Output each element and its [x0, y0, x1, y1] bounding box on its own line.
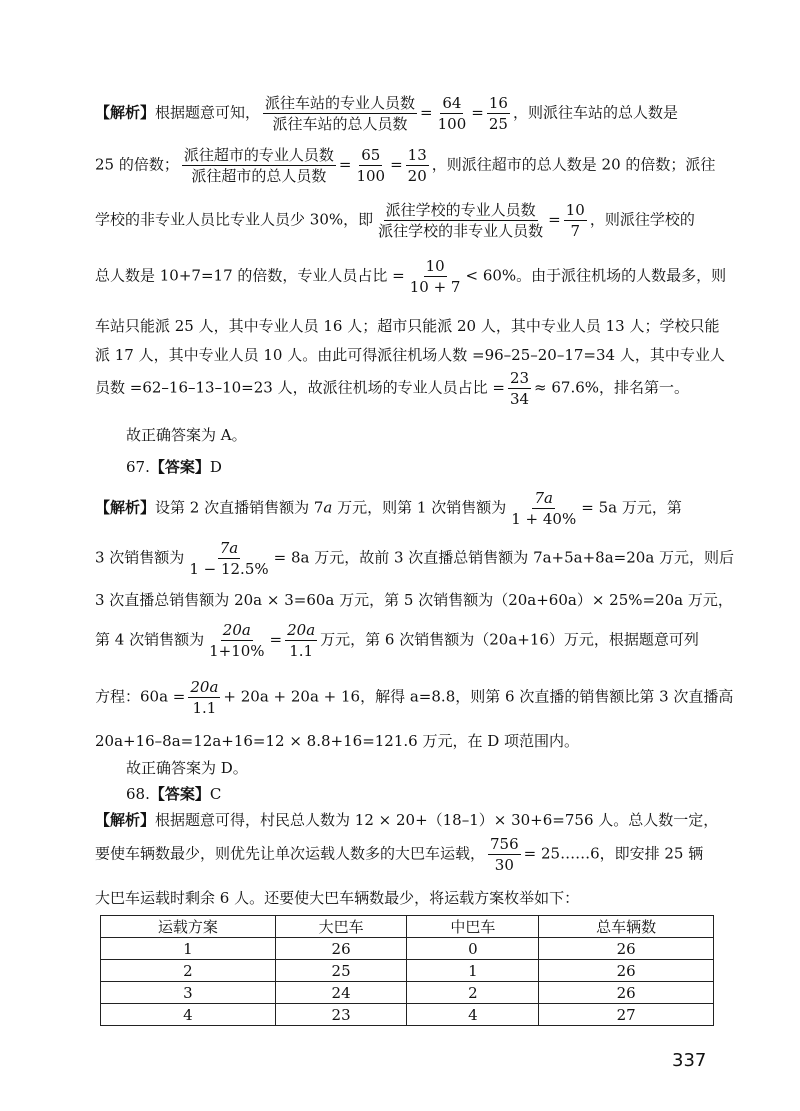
fraction-numerator: 10 [425, 257, 445, 275]
text: 方程：60a = [95, 687, 186, 706]
text: ，则派往超市的总人数是 20 的倍数；派往 [431, 155, 716, 174]
answer-letter: C [209, 785, 222, 803]
equals-sign: = [338, 155, 352, 174]
analysis-line-4 [95, 256, 727, 297]
fraction [354, 145, 387, 186]
analysis-label: 【解析】 [95, 811, 156, 829]
text: 根据题意可知， [155, 103, 261, 122]
analysis-67-line-4 [95, 620, 715, 661]
table-cell: 0 [407, 938, 539, 960]
fraction-denominator: 100 [356, 167, 386, 185]
table-row [101, 982, 714, 1004]
analysis-line-2 [95, 145, 715, 186]
fraction [188, 677, 220, 718]
table-cell: 25 [275, 960, 407, 982]
table-cell: 27 [539, 1004, 714, 1026]
table-cell: 3 [101, 982, 276, 1004]
text: 设第 2 次直播销售额为 7 [155, 498, 324, 517]
fraction-denominator: 1+10% [209, 642, 265, 660]
fraction-numerator: 派往车站的专业人员数 [265, 94, 416, 112]
fraction [488, 834, 521, 875]
page-number: 337 [672, 1050, 707, 1071]
question-68-answer [126, 783, 746, 805]
fraction-numerator: 派往学校的专业人员数 [385, 201, 536, 219]
text: 3 次销售额为 [95, 548, 185, 567]
text: 25 的倍数； [95, 155, 179, 174]
analysis-68-line-3: 大巴车运载时剩余 6 人。还要使大巴车辆数最少，将运载方案枚举如下： [95, 889, 580, 907]
table-header: 总车辆数 [539, 916, 714, 938]
fraction-denominator: 7 [570, 222, 581, 240]
table-row [101, 960, 714, 982]
fraction [436, 93, 469, 134]
variable: a [323, 498, 333, 517]
fraction [285, 620, 317, 661]
fraction-denominator: 10 + 7 [409, 278, 461, 296]
fraction [408, 256, 463, 297]
table-cell: 1 [407, 960, 539, 982]
equals-sign: = [269, 630, 283, 649]
fraction-denominator: 100 [437, 115, 467, 133]
fraction-numerator: 64 [442, 94, 462, 112]
table-cell: 4 [101, 1004, 276, 1026]
fraction [187, 538, 270, 579]
table-header: 大巴车 [275, 916, 407, 938]
analysis-67-line-6: 20a+16–8a=12a+16=12 × 8.8+16=121.6 万元，在 D 项范围内。 [95, 732, 580, 750]
text: = 8a 万元，故前 3 次直播总销售额为 7a+5a+8a=20a 万元，则后 [273, 548, 735, 567]
fraction [376, 200, 545, 241]
fraction-denominator: 1.1 [192, 699, 217, 717]
equals-sign: = [548, 210, 561, 229]
table-header: 运载方案 [101, 916, 276, 938]
fraction-numerator: 7a [219, 539, 239, 557]
text: 万元，则第 1 次销售额为 [332, 498, 507, 517]
fraction-numerator: 20a [222, 621, 251, 639]
text: ，则派往车站的总人数是 [512, 103, 678, 122]
text: + 20a + 20a + 16，解得 a=8.8，则第 6 次直播的销售额比第 3 次直播高 [223, 687, 734, 706]
question-67-answer [126, 456, 746, 478]
analysis-line-5: 车站只能派 25 人，其中专业人员 16 人；超市只能派 20 人，其中专业人员 13 人；学校只能 [95, 317, 720, 335]
fraction-denominator: 1.1 [289, 642, 314, 660]
text: ≈ 67.6%，排名第一。 [534, 378, 690, 397]
fraction-numerator: 20a [190, 678, 219, 696]
fraction-denominator: 1 + 40% [511, 510, 577, 528]
equals-sign: = [420, 103, 433, 122]
text: = 25……6，即安排 25 辆 [523, 844, 704, 863]
fraction-denominator: 派往超市的总人员数 [191, 167, 327, 185]
table-cell: 24 [275, 982, 407, 1004]
fraction-denominator: 34 [509, 390, 530, 408]
transport-plan-table [100, 915, 714, 1026]
analysis-67-line-2 [95, 538, 735, 579]
table-row [101, 938, 714, 960]
text: < 60%。由于派往机场的人数最多，则 [465, 266, 727, 285]
table-cell: 23 [275, 1004, 407, 1026]
fraction-numerator: 16 [488, 94, 508, 112]
analysis-67-line-5 [95, 677, 734, 718]
text: 万元，第 6 次销售额为（20a+16）万元，根据题意可列 [320, 630, 699, 649]
question-number: 67. [126, 458, 150, 476]
fraction-denominator: 1 − 12.5% [189, 560, 269, 578]
text: 总人数是 10+7=17 的倍数，专业人员占比 = [95, 266, 405, 285]
table-cell: 26 [275, 938, 407, 960]
fraction [564, 200, 587, 241]
fraction-denominator: 派往车站的总人员数 [272, 115, 408, 133]
fraction-numerator: 13 [407, 146, 427, 164]
text: 员数 =62–16–13–10=23 人，故派往机场的专业人员占比 = [95, 378, 505, 397]
fraction-numerator: 65 [361, 146, 381, 164]
table-row [101, 1004, 714, 1026]
question-number: 68. [126, 785, 150, 803]
table-cell: 26 [539, 982, 714, 1004]
text: 学校的非专业人员比专业人员少 30%，即 [95, 210, 374, 229]
text: ，则派往学校的 [589, 210, 695, 229]
fraction [508, 368, 531, 409]
equals-sign: = [390, 155, 403, 174]
table-cell: 4 [407, 1004, 539, 1026]
analysis-label: 【解析】 [95, 498, 156, 517]
text: 要使车辆数最少，则优先让单次运载人数多的大巴车运载， [95, 844, 486, 863]
analysis-68-line-2 [95, 834, 715, 875]
fraction [487, 93, 510, 134]
table-cell: 2 [407, 982, 539, 1004]
fraction-denominator: 25 [488, 115, 508, 133]
table-cell: 26 [539, 938, 714, 960]
table-cell: 1 [101, 938, 276, 960]
text: = 5a 万元，第 [581, 498, 682, 517]
answer-line-67: 故正确答案为 D。 [126, 759, 248, 777]
text: 第 4 次销售额为 [95, 630, 205, 649]
analysis-line-1 [95, 93, 715, 134]
analysis-67-line-3: 3 次直播总销售额为 20a × 3=60a 万元，第 5 次销售额为（20a+60a）× 25%=20a 万元， [95, 591, 733, 609]
answer-letter: D [209, 458, 222, 476]
table-cell: 26 [539, 960, 714, 982]
analysis-line-7 [95, 368, 715, 409]
fraction [207, 620, 266, 661]
answer-label: 【答案】 [149, 458, 210, 476]
fraction [263, 93, 417, 134]
text: 根据题意可得，村民总人数为 12 × 20+（18–1）× 30+6=756 人。总人数一定， [155, 811, 719, 829]
fraction [406, 145, 429, 186]
analysis-68-line-1 [95, 809, 719, 831]
fraction-numerator: 23 [509, 369, 530, 387]
table-header: 中巴车 [407, 916, 539, 938]
fraction-numerator: 20a [287, 621, 316, 639]
table-cell: 2 [101, 960, 276, 982]
fraction-denominator: 派往学校的非专业人员数 [378, 222, 544, 240]
fraction-numerator: 7a [534, 489, 553, 507]
fraction-numerator: 10 [565, 201, 585, 219]
analysis-67-line-1 [95, 488, 715, 529]
answer-label: 【答案】 [149, 785, 210, 803]
fraction [182, 145, 336, 186]
fraction-numerator: 派往超市的专业人员数 [183, 146, 334, 164]
answer-line-66: 故正确答案为 A。 [126, 426, 247, 444]
fraction-numerator: 756 [490, 835, 519, 853]
equals-sign: = [471, 103, 484, 122]
fraction-denominator: 30 [494, 856, 514, 874]
table-header-row [101, 916, 714, 938]
analysis-line-6: 派 17 人，其中专业人员 10 人。由此可得派往机场人数 =96–25–20–17=34 人，其中专业人 [95, 346, 725, 364]
analysis-line-3 [95, 200, 715, 241]
analysis-label: 【解析】 [95, 103, 156, 122]
fraction [509, 488, 578, 529]
fraction-denominator: 20 [407, 167, 427, 185]
